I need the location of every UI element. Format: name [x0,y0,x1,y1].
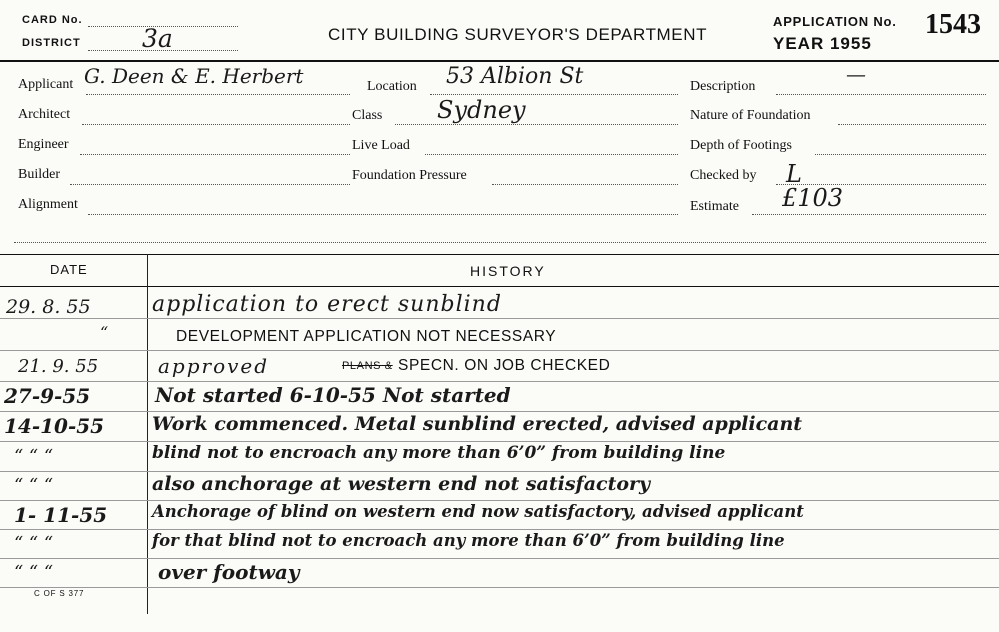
history-rule [0,587,999,588]
date-column-divider [147,254,148,614]
history-date: “ “ “ [14,446,54,467]
history-rule [0,558,999,559]
history-rule [0,318,999,319]
architect-line [82,124,350,125]
description-line [776,94,986,95]
history-date: “ [100,323,109,342]
history-entry: Work commenced. Metal sunblind erected, advised applicant [152,413,803,435]
estimate-value: £103 [782,184,844,212]
history-date: 27-9-55 [4,384,91,408]
history-entry: also anchorage at western end not satisfactory [152,473,651,495]
description-value: — [846,62,866,86]
history-date: “ “ “ [14,533,54,554]
history-date: “ “ “ [14,475,54,496]
history-rule [0,441,999,442]
history-header-rule [0,286,999,287]
alignment-line [88,214,678,215]
application-number: 1543 [925,9,981,40]
year-label: YEAR 1955 [773,34,872,53]
history-header: HISTORY [470,263,546,279]
history-entry: Not started 6-10-55 Not started [155,383,511,407]
depth-of-footings-label: Depth of Footings [690,138,792,153]
architect-label: Architect [18,107,71,122]
applicant-value: G. Deen & E. Herbert [84,64,304,88]
history-entry: application to erect sunblind [152,292,502,317]
location-line [430,94,678,95]
class-value: Sydney [437,96,526,124]
class-label: Class [352,108,383,123]
district-label: DISTRICT [22,37,81,49]
history-rule [0,529,999,530]
builder-line [70,184,350,185]
engineer-label: Engineer [18,137,69,152]
history-stamp-specn: SPECN. ON JOB CHECKED [398,357,611,374]
builder-label: Builder [18,167,60,182]
location-value: 53 Albion St [446,64,584,89]
description-label: Description [690,79,756,94]
history-stamp-plans: PLANS & [342,360,393,372]
estimate-label: Estimate [690,199,739,214]
foundation-pressure-line [492,184,678,185]
estimate-line [752,214,986,215]
history-entry: over footway [158,560,300,584]
application-no-label: APPLICATION No. [773,14,897,29]
fields-bottom-line [14,242,986,243]
checked-by-value: L [786,160,802,188]
history-date: 21. 9. 55 [18,356,99,377]
history-date: 29. 8. 55 [6,296,91,318]
live-load-line [425,154,678,155]
history-rule [0,381,999,382]
card-no-label: CARD No. [22,14,83,26]
history-rule [0,350,999,351]
location-label: Location [367,79,417,94]
nature-of-foundation-line [838,124,986,125]
history-entry: blind not to encroach any more than 6’0” from building line [152,443,726,463]
live-load-label: Live Load [352,138,410,153]
history-entry: Anchorage of blind on western end now satisfactory, advised applicant [152,502,804,521]
depth-of-footings-line [815,154,986,155]
applicant-label: Applicant [18,77,74,92]
history-date: “ “ “ [14,562,54,583]
foundation-pressure-label: Foundation Pressure [352,168,467,183]
department-title: CITY BUILDING SURVEYOR'S DEPARTMENT [328,25,708,44]
engineer-line [80,154,350,155]
history-stamp: DEVELOPMENT APPLICATION NOT NECESSARY [176,328,557,345]
form-code: C OF S 377 [34,589,85,598]
history-entry: approved [158,354,270,378]
class-line [395,124,678,125]
checked-by-label: Checked by [690,168,757,183]
alignment-label: Alignment [18,197,78,212]
nature-of-foundation-label: Nature of Foundation [690,108,811,123]
history-rule [0,411,999,412]
history-date: 1- 11-55 [14,503,108,527]
applicant-line [86,94,350,95]
history-rule [0,500,999,501]
history-entry: for that blind not to encroach any more than 6’0” from building line [152,531,785,550]
district-value: 3a [142,24,173,53]
history-top-rule [0,254,999,255]
history-rule [0,471,999,472]
date-header: DATE [50,262,88,277]
history-date: 14-10-55 [4,414,105,438]
